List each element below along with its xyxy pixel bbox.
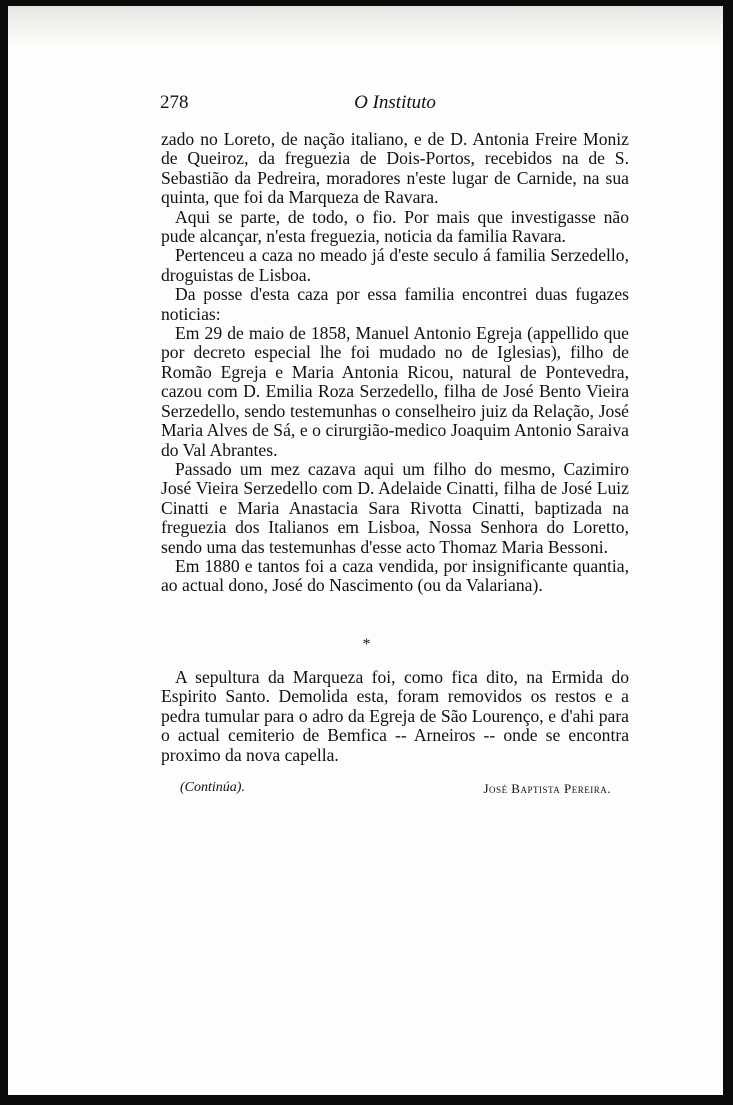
running-head bbox=[160, 92, 630, 116]
paragraph: Pertenceu a caza no meado já d'este seculo á familia Serzedello, droguistas de Lisboa. bbox=[161, 245, 629, 285]
paragraph: Aqui se parte, de todo, o fio. Por mais que investigasse não pude alcançar, n'esta freguezia, noticia da familia Ravara. bbox=[161, 206, 629, 247]
page-number: 278 bbox=[160, 92, 189, 113]
paragraph: A sepultura da Marqueza foi, como fica dito, na Ermida do Espirito Santo. Demolida esta, foram removidos os restos e a pedra tumular para o adro da Egreja de São Lourenço, e d'ahi para o actual cemiterio de Bemfica -- Arneiros -- onde se encontra proximo da nova capella. bbox=[161, 667, 629, 765]
scan-shading bbox=[8, 6, 723, 46]
scan-border-left bbox=[0, 0, 8, 1105]
scan-border-right bbox=[723, 0, 733, 1105]
paragraph: Em 1880 e tantos foi a caza vendida, por insignificante quantia, ao actual dono, José do Nascimento (ou da Valariana). bbox=[161, 555, 629, 596]
scan-border-top bbox=[0, 0, 733, 6]
section-separator: * bbox=[362, 636, 371, 653]
paragraph: Da posse d'esta caza por essa familia encontrei duas fugazes noticias: bbox=[161, 284, 629, 324]
journal-title: O Instituto bbox=[354, 92, 436, 113]
main-text bbox=[161, 130, 629, 596]
closing-text bbox=[161, 668, 629, 765]
paragraph: Em 29 de maio de 1858, Manuel Antonio Egreja (appellido que por decreto especial lhe foi mudado no de Iglesias), filho de Romão Egreja e Maria Antonia Ricou, natural de Pontevedra, cazou com D. Emilia Roza Serzedello, filha de José Bento Vieira Serzedello, sendo testemunhas o conselheiro juiz da Relação, José Maria Alves de Sá, e o cirurgião-medico Joaquim Antonio Saraiva do Val Abrantes. bbox=[161, 323, 629, 460]
paragraph: zado no Loreto, de nação italiano, e de D. Antonia Freire Moniz de Queiroz, da freguezia de Dois-Portos, recebidos na de S. Sebastião da Pedreira, moradores n'este lugar de Carnide, na sua quinta, que foi da Marqueza de Ravara. bbox=[161, 129, 629, 208]
continued-note: (Continúa). bbox=[180, 780, 245, 795]
paragraph: Passado um mez cazava aqui um filho do mesmo, Cazimiro José Vieira Serzedello com D. Adelaide Cinatti, filha de José Luiz Cinatti e Maria Anastacia Sara Rivotta Cinatti, baptizada na freguezia dos Italianos em Lisboa, Nossa Senhora do Loretto, sendo uma das testemunhas d'esse acto Thomaz Maria Bessoni. bbox=[161, 458, 629, 557]
scan-border-bottom bbox=[0, 1095, 733, 1105]
author-signature: José Baptista Pereira. bbox=[483, 781, 611, 796]
